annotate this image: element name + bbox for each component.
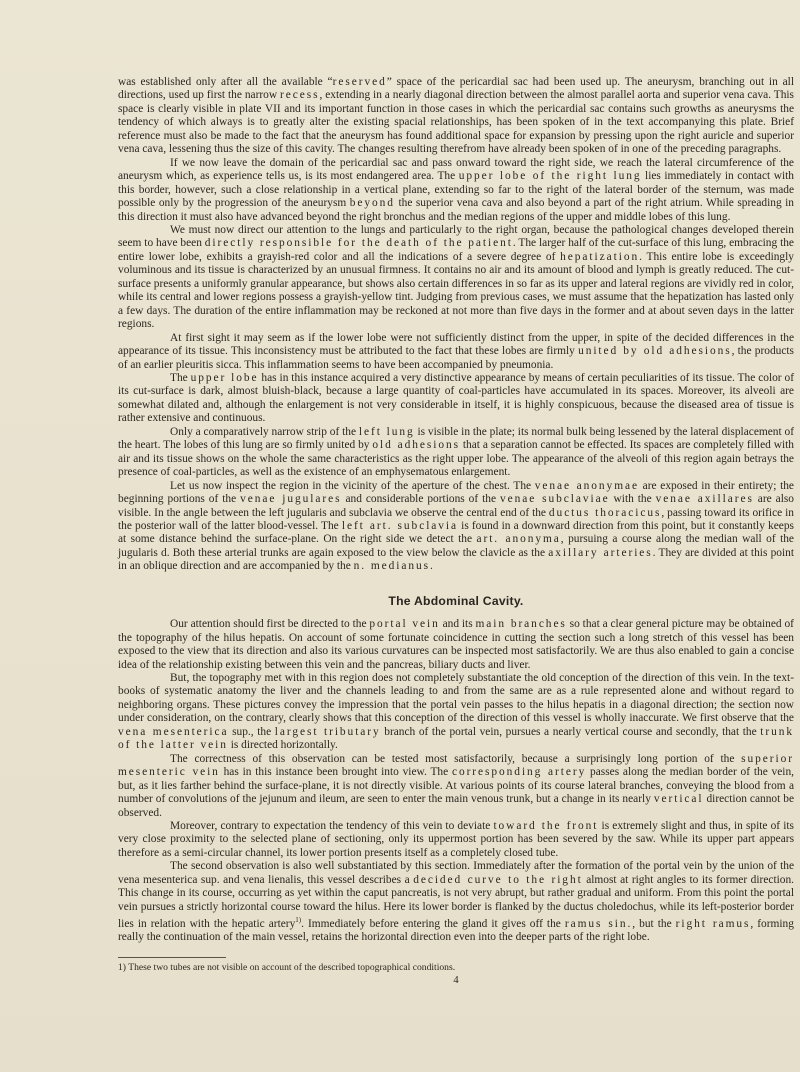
spaced-emphasis: venae subclaviae <box>499 493 610 506</box>
spaced-emphasis: main branches <box>475 618 567 631</box>
spaced-emphasis: ductus thoracicus <box>548 506 662 519</box>
footnote: 1) These two tubes are not visible on account of the described topographical conditions. <box>118 961 456 973</box>
spaced-emphasis: venae anonymae <box>534 479 639 492</box>
spaced-emphasis: recess <box>280 89 320 102</box>
footnote-rule <box>118 957 226 958</box>
spaced-emphasis: upper lobe <box>190 371 259 384</box>
spaced-emphasis: directly responsible for the death of the patient <box>204 237 513 250</box>
paragraph: The second observation is also well substantiated by this section. Immediately after the formation of the portal vein by the union of the vena mesenterica sup. and vena lienalis, this vessel describes a decided curve to the right almost at right angles to its former direction. This change in its course, occurring as yet within the caput pancreatis, is not very abrupt, but rather gradual and uniform. From this point the portal vein pursues a strictly horizontal course toward the hilus. Here its lower border is flanked by the ductus choledochus, while its left-posterior border lies in relation with the hepatic artery$^{1)}$. Immediately before entering the gland it gives off the ramus sin., but the right ramus, forming really the continuation of the main vessel, retains the horizontal direction even into the deeper parts of the right lobe. <box>118 860 795 944</box>
spaced-emphasis: largest tributary <box>274 725 381 738</box>
spaced-emphasis: axillary arteries <box>548 546 653 559</box>
paragraph: The upper lobe has in this instance acquired a very distinctive appearance by means of certain peculiarities of its tissue. The color of its cut-surface is dark, almost bluish-black, because a large quantity of coal-particles have accumulated in its spaces. Moreover, its alveoli are somewhat dilated and, although the enlargement is not very considerable in itself, it is highly conspicuous, because the diseased area of tissue is rather extensive and continuous. <box>118 371 795 425</box>
paragraph: Moreover, contrary to expectation the tendency of this vein to deviate toward the front is extremely slight and thus, in spite of its very close proximity to the selected plane of sectioning, only its uppermost portion has been severed by the saw. While its upper part appears therefore as a semi-circular channel, its lower portion presents itself as a completely closed tube. <box>118 820 794 859</box>
page-body <box>118 76 794 987</box>
spaced-emphasis: trunk of the latter vein <box>118 725 794 752</box>
spaced-emphasis: n. medianus <box>353 560 431 573</box>
spaced-emphasis: left lung <box>358 425 415 438</box>
paragraph: The correctness of this observation can be tested most satisfactorily, because a surprisingly long portion of the superior mesenteric vein has in this instance been brought into view. The corresponding artery passes along the median border of the vein, but, as it lies farther behind the surface-plane, it is not directly visible. At various points of its course lateral branches, conveying the blood from a number of convolutions of the jejunum and ileum, are seen to enter the main venous trunk, but a change in its nearly vertical direction cannot be observed. <box>118 752 795 819</box>
spaced-emphasis: decided curve to the right <box>413 873 583 886</box>
spaced-emphasis: left art. subclavia <box>341 519 459 532</box>
section-heading: The Abdominal Cavity. <box>388 593 524 608</box>
spaced-emphasis: toward the front <box>493 820 599 833</box>
paragraph: was established only after all the available “reserved” space of the pericardial sac had been used up. The aneurysm, branching out in all directions, used up first the narrow recess, extending in a nearly diagonal direction between the almost parallel aorta and superior vena cava. This space is clearly visible in plate VII and its important function in those cases in which the pericardial sac contains such growths as aneurysms the tendency of which always is to greatly alter the existing spacial relationships, has been spoken of in the text accompanying this plate. Brief reference must also be made to the fact that the aneurysm has found additional space for expansion by pressing upon the right auricle and superior vena cava, lessening thus the size of this cavity. The changes resulting therefrom have already been spoken of in one of the preceding paragraphs. <box>118 76 794 156</box>
spaced-emphasis: venae axillares <box>655 493 754 506</box>
spaced-emphasis: hepatization <box>560 250 640 263</box>
page-number: 4 <box>453 974 459 986</box>
spaced-emphasis: portal vein <box>369 618 440 631</box>
spaced-emphasis: ramus sin. <box>564 917 633 930</box>
spaced-emphasis: corresponding artery <box>451 766 587 779</box>
spaced-emphasis: superior mesenteric vein <box>118 752 794 779</box>
spaced-emphasis: venae jugulares <box>240 493 342 506</box>
spaced-emphasis: art. anonyma <box>476 533 561 546</box>
spaced-emphasis: united by old adhesions <box>578 345 732 358</box>
paragraph: Our attention should first be directed to the portal vein and its main branches so that a clear general picture may be obtained of the topography of the hilus hepatis. On account of some fortunate coincidence in cutting the section such a long stretch of this vessel has been exposed to the view that its direction and also its various curvatures can be inspected most satisfactorily. We are thus also enabled to gain a concise idea of the relationship existing between this vein and the pancreas, biliary ducts and liver. <box>118 618 794 671</box>
paragraph: Only a comparatively narrow strip of the left lung is visible in the plate; its normal bulk being lessened by the lateral displacement of the heart. The lobes of this lung are so firmly united by old adhesions that a separation cannot be effected. Its spaces are completely filled with air and its tissue shows on the whole the same characteristics as the right upper lobe. The appearance of the alveoli of this region again betrays the presence of coal-particles, as well as the existence of an emphysematous enlargement. <box>118 425 795 479</box>
paragraph: But, the topography met with in this region does not completely substantiate the old conception of the direction of this vein. In the text-books of systematic anatomy the liver and the channels leading to and from the same are as a rule represented alone and without regard to neighboring organs. These pictures convey the impression that the portal vein passes to the hilus hepatis in a diagonal direction; the section now under consideration, on the contrary, clearly shows that this conception of the direction of this vessel is wholly inaccurate. We first observe that the vena mesenterica sup., the largest tributary branch of the portal vein, pursues a nearly vertical course and secondly, that the trunk of the latter vein is directed horizontally. <box>118 672 794 752</box>
abdominal-text <box>118 618 794 945</box>
paragraph: Let us now inspect the region in the vicinity of the aperture of the chest. The venae anonymae are exposed in their entirety; the beginning portions of the venae jugulares and considerable portions of the venae subclaviae with the venae axillares are also visible. In the angle between the left jugularis and subclavia we observe the central end of the ductus thoracicus, passing toward its orifice in the posterior wall of the latter blood-vessel. The left art. subclavia is found in a downward direction from this point, but it constantly keeps at some distance behind the surface-plane. On the right side we detect the art. anonyma, pursuing a course along the median wall of the jugularis d. Both these arterial trunks are again exposed to the view below the clavicle as the axillary arteries. They are divided at this point in an oblique direction and are accompanied by the n. medianus. <box>118 479 795 573</box>
thoracic-text <box>118 76 794 574</box>
spaced-emphasis: vena mesenterica <box>118 725 229 738</box>
spaced-emphasis: reserved <box>332 76 387 88</box>
paragraph: At first sight it may seem as if the lower lobe were not sufficiently distinct from the upper, in spite of the decided differences in the appearance of its tissue. This inconsistency must be attributed to the fact that these lobes are firmly united by old adhesions, the products of an earlier pleuritis sicca. This inflammation seems to have been accompanied by pneumonia. <box>118 331 794 371</box>
spaced-emphasis: beyond <box>349 197 395 210</box>
paragraph: If we now leave the domain of the pericardial sac and pass onward toward the right side, we reach the lateral circumference of the aneurysm which, as experience tells us, is its most endangered area. The upper lobe of the right lung lies immediately in contact with this border, however, such a close relationship in a vertical plane, extending so far to the right of the lateral border of the sternum, was made possible only by the progression of the aneurysm beyond the superior vena cava and also beyond a part of the right atrium. While spreading in this direction it must also have advanced beyond the right bronchus and the median regions of the upper and middle lobes of this lung. <box>118 156 795 223</box>
spaced-emphasis: upper lobe of the right lung <box>458 170 642 183</box>
footnote-marker: 1) <box>295 916 302 925</box>
spaced-emphasis: vertical <box>653 793 704 806</box>
spaced-emphasis: old adhesions <box>372 439 460 452</box>
paragraph: We must now direct our attention to the lungs and particularly to the right organ, because the pathological changes developed therein seem to have been directly responsible for the death of the patient. The larger half of the cut-surface of this lung, embracing the entire lower lobe, exhibits a grayish-red color and all the indications of a severe degree of hepatization. This entire lobe is exceedingly voluminous and its tissue is characterized by an unusual firmness. It contains no air and its amount of blood and lymph is greatly reduced. The cut-surface presents a uniformly granular appearance, but shows also certain differences in so far as its upper and lateral regions are vividly red in color, while its central and lower regions possess a grayish-yellow tint. Judging from previous cases, we must assume that the hepatization has lasted only a few days. The duration of the entire inflammation may be reckoned at not more than five days in the former and at about seven days in the latter regions. <box>118 223 794 331</box>
spaced-emphasis: right ramus <box>675 917 751 930</box>
